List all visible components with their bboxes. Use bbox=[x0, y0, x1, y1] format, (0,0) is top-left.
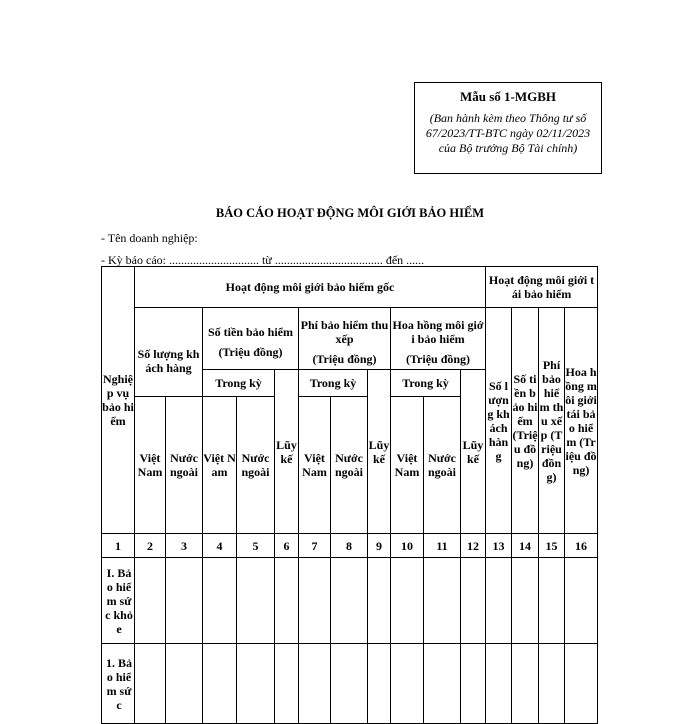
header-premium-in-period: Trong kỳ bbox=[299, 370, 368, 397]
header-sum-in-period: Trong kỳ bbox=[203, 370, 275, 397]
header-commission-foreign: Nước ngoài bbox=[424, 397, 461, 534]
header-customers-foreign: Nước ngoài bbox=[166, 397, 203, 534]
col-number-10: 10 bbox=[391, 534, 424, 558]
header-commission-vietnam: Việt Nam bbox=[391, 397, 424, 534]
header-re-premium: Phí bảo hiểm thu xếp (Triệu đồng) bbox=[539, 308, 565, 534]
header-commission bbox=[391, 308, 486, 370]
col-number-4: 4 bbox=[203, 534, 237, 558]
header-sum-foreign: Nước ngoài bbox=[237, 397, 275, 534]
col-number-15: 15 bbox=[539, 534, 565, 558]
header-re-commission: Hoa hồng môi giới tái bảo hiểm (Triệu đồng) bbox=[565, 308, 598, 534]
header-re-sum-insured: Số tiền bảo hiểm (Triệu đồng) bbox=[512, 308, 539, 534]
header-sum-insured-label: Số tiền bảo hiểm bbox=[207, 324, 293, 339]
header-sum-insured bbox=[203, 308, 299, 370]
header-sum-vietnam: Việt Nam bbox=[203, 397, 237, 534]
header-customers-vietnam: Việt Nam bbox=[135, 397, 166, 534]
header-premium-unit: (Triệu đồng) bbox=[312, 351, 377, 366]
col-number-2: 2 bbox=[135, 534, 166, 558]
header-premium-label: Phí bảo hiểm thu xếp bbox=[300, 317, 389, 346]
report-title: BÁO CÁO HOẠT ĐỘNG MÔI GIỚI BẢO HIỂM bbox=[215, 206, 485, 220]
header-insurance-line: Nghiệp vụ bảo hiểm bbox=[102, 267, 135, 534]
header-commission-in-period: Trong kỳ bbox=[391, 370, 461, 397]
header-premium-cumulative: Lũy kế bbox=[368, 370, 391, 534]
report-period-line: - Kỳ báo cáo: .............................. từ .................................... đến ...... bbox=[101, 253, 425, 267]
company-name-line: - Tên doanh nghiệp: bbox=[101, 231, 198, 245]
report-table bbox=[101, 266, 598, 724]
table-row bbox=[102, 558, 598, 644]
header-premium-foreign: Nước ngoài bbox=[331, 397, 368, 534]
col-number-8: 8 bbox=[331, 534, 368, 558]
col-number-6: 6 bbox=[275, 534, 299, 558]
form-code: Mẫu số 1-MGBH bbox=[459, 89, 557, 104]
header-original-brokerage: Hoạt động môi giới bảo hiểm gốc bbox=[135, 267, 486, 308]
header-sum-insured-unit: (Triệu đồng) bbox=[218, 344, 283, 359]
header-commission-unit: (Triệu đồng) bbox=[405, 351, 471, 366]
header-customers: Số lượng khách hàng bbox=[135, 308, 203, 397]
col-number-9: 9 bbox=[368, 534, 391, 558]
header-premium bbox=[299, 308, 391, 370]
col-number-7: 7 bbox=[299, 534, 331, 558]
col-number-11: 11 bbox=[424, 534, 461, 558]
col-number-12: 12 bbox=[461, 534, 486, 558]
form-legal-note: (Ban hành kèm theo Thông tư số 67/2023/TT-BTC ngày 02/11/2023 của Bộ trưởng Bộ Tài chính) bbox=[425, 111, 591, 155]
header-reinsurance-brokerage: Hoạt động môi giới tái bảo hiểm bbox=[486, 267, 598, 308]
row-label-health: I. Bảo hiểm sức khỏe bbox=[102, 558, 135, 644]
header-commission-label: Hoa hồng môi giới bảo hiểm bbox=[392, 317, 484, 346]
col-number-14: 14 bbox=[512, 534, 539, 558]
header-sum-cumulative: Lũy kế bbox=[275, 370, 299, 534]
form-code-box bbox=[414, 82, 602, 174]
column-number-row bbox=[102, 534, 598, 558]
col-number-16: 16 bbox=[565, 534, 598, 558]
table-row bbox=[102, 644, 598, 724]
col-number-5: 5 bbox=[237, 534, 275, 558]
col-number-13: 13 bbox=[486, 534, 512, 558]
row-label-health-sub: 1. Bảo hiểm sức bbox=[102, 644, 135, 724]
col-number-1: 1 bbox=[102, 534, 135, 558]
header-commission-cumulative: Lũy kế bbox=[461, 370, 486, 534]
header-premium-vietnam: Việt Nam bbox=[299, 397, 331, 534]
col-number-3: 3 bbox=[166, 534, 203, 558]
header-re-customers: Số lượng khách hàng bbox=[486, 308, 512, 534]
